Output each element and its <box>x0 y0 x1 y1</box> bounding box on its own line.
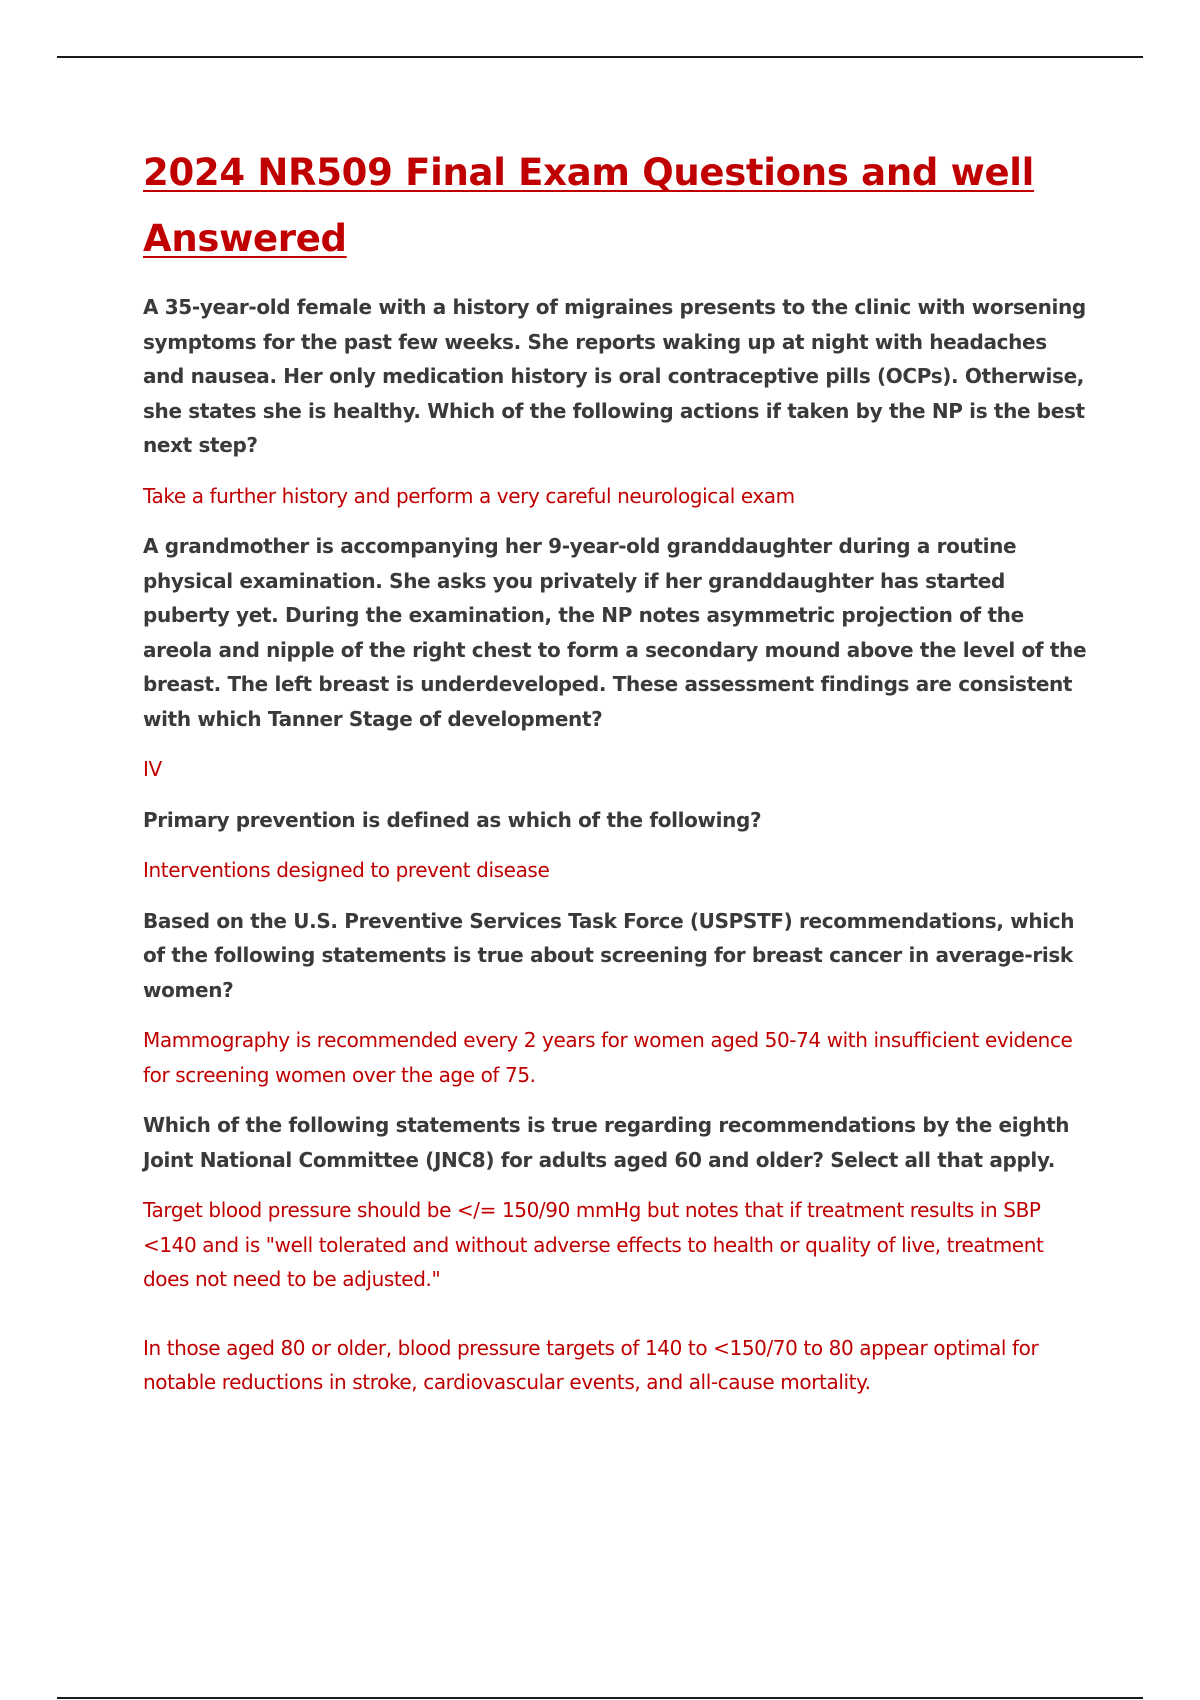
answer-text: IV <box>143 757 162 781</box>
qa-item <box>143 529 1093 787</box>
document-body <box>143 140 1093 1416</box>
bottom-rule <box>57 1697 1143 1699</box>
qa-item <box>143 290 1093 513</box>
question-text: A grandmother is accompanying her 9-year-old granddaughter during a routine physical examination. She asks you privately if her granddaughter has started puberty yet. During the examination, the NP notes asymmetric projection of the areola and nipple of the right chest to form a secondary mound above the level of the breast. The left breast is underdeveloped. These assessment findings are consistent with which Tanner Stage of development? <box>143 534 1087 731</box>
question-text: Which of the following statements is true regarding recommendations by the eighth Joint National Committee (JNC8) for adults aged 60 and older? Select all that apply. <box>143 1113 1070 1172</box>
qa-item <box>143 1108 1093 1400</box>
qa-item <box>143 803 1093 888</box>
answer-text: Take a further history and perform a very careful neurological exam <box>143 483 795 508</box>
question-text: Primary prevention is defined as which of the following? <box>143 807 762 832</box>
top-rule <box>57 56 1143 58</box>
document-title: 2024 NR509 Final Exam Questions and well Answered <box>143 151 1035 260</box>
question-text: Based on the U.S. Preventive Services Task Force (USPSTF) recommendations, which of the following statements is true about screening for breast cancer in average-risk women? <box>143 908 1075 1002</box>
answer-text: Target blood pressure should be </= 150/90 mmHg but notes that if treatment results in SBP <140 and is "well tolerated and without adverse effects to health or quality of live, treatment does not need to be adjusted." <box>143 1198 1044 1291</box>
question-text: A 35-year-old female with a history of migraines presents to the clinic with worsening symptoms for the past few weeks. She reports waking up at night with headaches and nausea. Her only medication history is oral contraceptive pills (OCPs). Otherwise, she states she is healthy. Which of the following actions if taken by the NP is the best next step? <box>143 295 1086 457</box>
qa-item <box>143 904 1093 1093</box>
answer-text: In those aged 80 or older, blood pressure targets of 140 to <150/70 to 80 appear optimal for notable reductions in stroke, cardiovascular events, and all-cause mortality. <box>143 1335 1039 1394</box>
answer-text: Interventions designed to prevent disease <box>143 858 550 882</box>
answer-text: Mammography is recommended every 2 years for women aged 50-74 with insufficient evidence for screening women over the age of 75. <box>143 1028 1073 1087</box>
